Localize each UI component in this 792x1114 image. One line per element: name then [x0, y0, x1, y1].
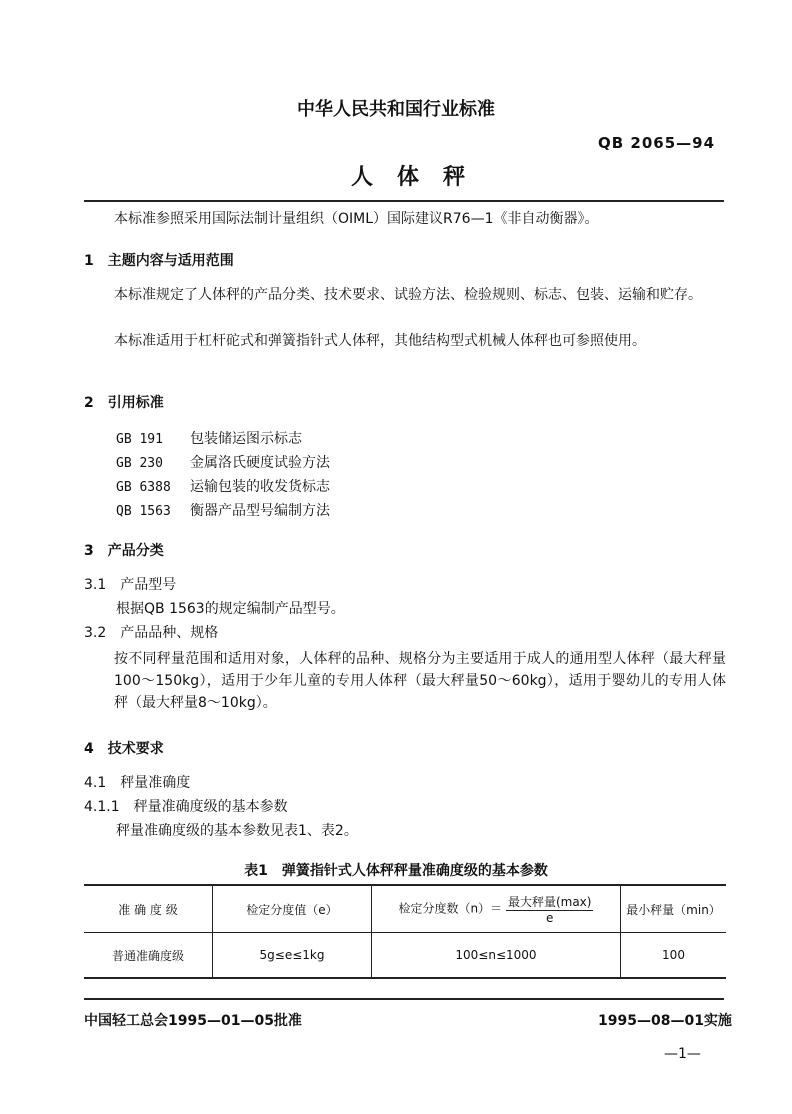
- section-4-1-1-heading: 4.1.1 秤量准确度级的基本参数: [84, 799, 288, 815]
- standard-code: QB 2065—94: [598, 134, 716, 152]
- table-header-row: [84, 885, 726, 933]
- reference-item: QB 1563 衡器产品型号编制方法: [116, 503, 330, 519]
- table-row: [84, 933, 726, 979]
- section-1-paragraph-1: 本标准规定了人体秤的产品分类、技术要求、试验方法、检验规则、标志、包装、运输和贮存。: [114, 287, 702, 303]
- header-verification-interval: 检定分度值（e）: [213, 885, 372, 933]
- approval-text: 中国轻工总会1995—01—05批准: [84, 1013, 302, 1029]
- reference-item: GB 230 金属洛氏硬度试验方法: [116, 455, 330, 471]
- table-1-caption: 表1 弹簧指针式人体秤秤量准确度级的基本参数: [244, 863, 548, 879]
- section-4-1-heading: 4.1 秤量准确度: [84, 775, 191, 791]
- section-3-heading: 3 产品分类: [84, 543, 164, 559]
- standard-org-title: 中华人民共和国行业标准: [297, 99, 495, 120]
- header-verification-count: 检定分度数（n）＝ $\frac{\text{最大秤量(max)}}{e}$: [372, 885, 621, 933]
- header-accuracy-class: 准 确 度 级: [84, 885, 213, 933]
- intro-paragraph: 本标准参照采用国际法制计量组织（OIML）国际建议R76—1《非自动衡器》。: [114, 211, 599, 227]
- section-3-1-text: 根据QB 1563的规定编制产品型号。: [116, 601, 345, 617]
- title-rule: [84, 200, 724, 202]
- table-1: [84, 884, 726, 979]
- header-min-capacity: 最小秤量（min）: [621, 885, 727, 933]
- effective-date-text: 1995—08—01实施: [598, 1013, 732, 1029]
- section-4-1-1-text: 秤量准确度级的基本参数见表1、表2。: [116, 823, 358, 839]
- cell-verification-count: 100≤n≤1000: [372, 933, 621, 979]
- section-4-heading: 4 技术要求: [84, 741, 164, 757]
- section-3-2-paragraph: 按不同秤量范围和适用对象，人体秤的品种、规格分为主要适用于成人的通用型人体秤（最大秤量100～150kg），适用于少年儿童的专用人体秤（最大秤量50～60kg），适用于婴幼儿的专用人体秤（最大秤量8～10kg）。: [114, 651, 726, 711]
- section-1-paragraph-2: 本标准适用于杠杆砣式和弹簧指针式人体秤，其他结构型式机械人体秤也可参照使用。: [114, 333, 646, 349]
- cell-accuracy-class: 普通准确度级: [84, 933, 213, 979]
- max-over-e-fraction: $\frac{\text{最大秤量(max)}}{e}$: [507, 895, 592, 925]
- section-2-heading: 2 引用标准: [84, 395, 164, 411]
- footer-rule: [84, 998, 724, 1000]
- reference-item: GB 191 包装储运图示标志: [116, 431, 302, 447]
- section-3-2-heading: 3.2 产品品种、规格: [84, 625, 219, 641]
- section-1-heading: 1 主题内容与适用范围: [84, 253, 234, 269]
- cell-verification-interval: 5g≤e≤1kg: [213, 933, 372, 979]
- document-title: 人体秤: [350, 165, 489, 190]
- page-number: —1—: [664, 1046, 701, 1062]
- reference-item: GB 6388 运输包装的收发货标志: [116, 479, 330, 495]
- section-3-1-heading: 3.1 产品型号: [84, 577, 177, 593]
- cell-min-capacity: 100: [621, 933, 727, 979]
